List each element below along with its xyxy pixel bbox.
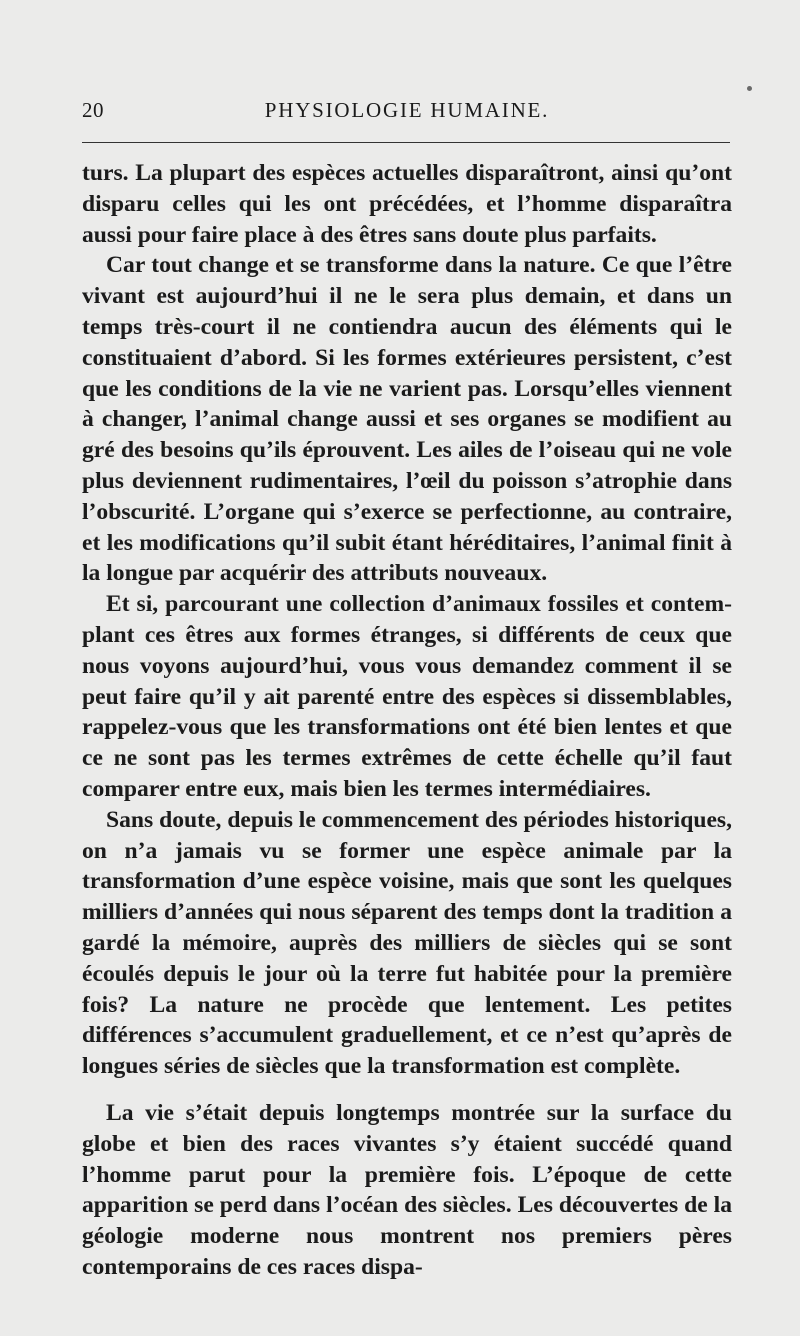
paragraph-5: La vie s’était depuis longtemps montrée sur la surface du globe et bien des races vivantes s’y étaient succédé quand l’homme parut pour la première fois. L’époque de cette apparition se perd dans l’océan des siècles. Les découvertes de la géologie moderne nous montrent nos premiers pères contemporains de ces races dispa- <box>82 1099 732 1280</box>
paragraph-1: turs. La plupart des espèces actuelles disparaîtront, ainsi qu’ont disparu celles qui les ont précédées, et l’homme disparaîtra aussi pour faire place à des êtres sans doute plus parfaits. <box>82 160 732 248</box>
running-title: PHYSIOLOGIE HUMAINE. <box>264 98 550 122</box>
paragraph-4: Sans doute, depuis le commencement des périodes historiques, on n’a jamais vu se former une espèce animale par la transformation d’une espèce voisine, mais que sont les quelques milliers d’années qui nous séparent des temps dont la tradition a gardé la mémoire, auprès des milliers de siècles qui se sont écoulés depuis le jour où la terre fut habitée pour la première fois? La nature ne procède que lentement. Les petites différences s’accumulent graduellement, et ce n’est qu’après de longues séries de siècles que la transformation est complète. <box>82 806 732 1080</box>
header-rule <box>82 142 730 143</box>
paragraph-3: Et si, parcourant une collection d’animaux fossiles et contemplant ces êtres aux formes étranges, si différents de ceux que nous voyons aujourd’hui, vous vous demandez comment il se peut faire qu’il y ait parenté entre des espèces si dissemblables, rappelez-vous que les transformations ont été bien lentes et que ce ne sont pas les termes extrêmes de cette échelle qu’il faut comparer entre eux, mais bien les termes intermédiaires. <box>82 591 732 802</box>
page-number: 20 <box>82 98 104 122</box>
page-header <box>82 98 732 138</box>
body-text <box>82 158 732 1283</box>
paragraph-2: Car tout change et se transforme dans la nature. Ce que l’être vivant est aujourd’hui il ne le sera plus demain, et dans un temps très-court il ne contiendra aucun des éléments qui le constituaient d’abord. Si les formes extérieures persistent, c’est que les conditions de la vie ne varient pas. Lorsqu’elles viennent à changer, l’animal change aussi et ses organes se modifient au gré des besoins qu’ils éprouvent. Les ailes de l’oiseau qui ne vole plus deviennent rudimentaires, l’œil du poisson s’atrophie dans l’obscurité. L’organe qui s’exerce se perfectionne, au contraire, et les modifications qu’il subit étant héréditaires, l’animal finit à la longue par acquérir des attributs nouveaux. <box>82 252 732 587</box>
ink-speck <box>747 86 752 91</box>
